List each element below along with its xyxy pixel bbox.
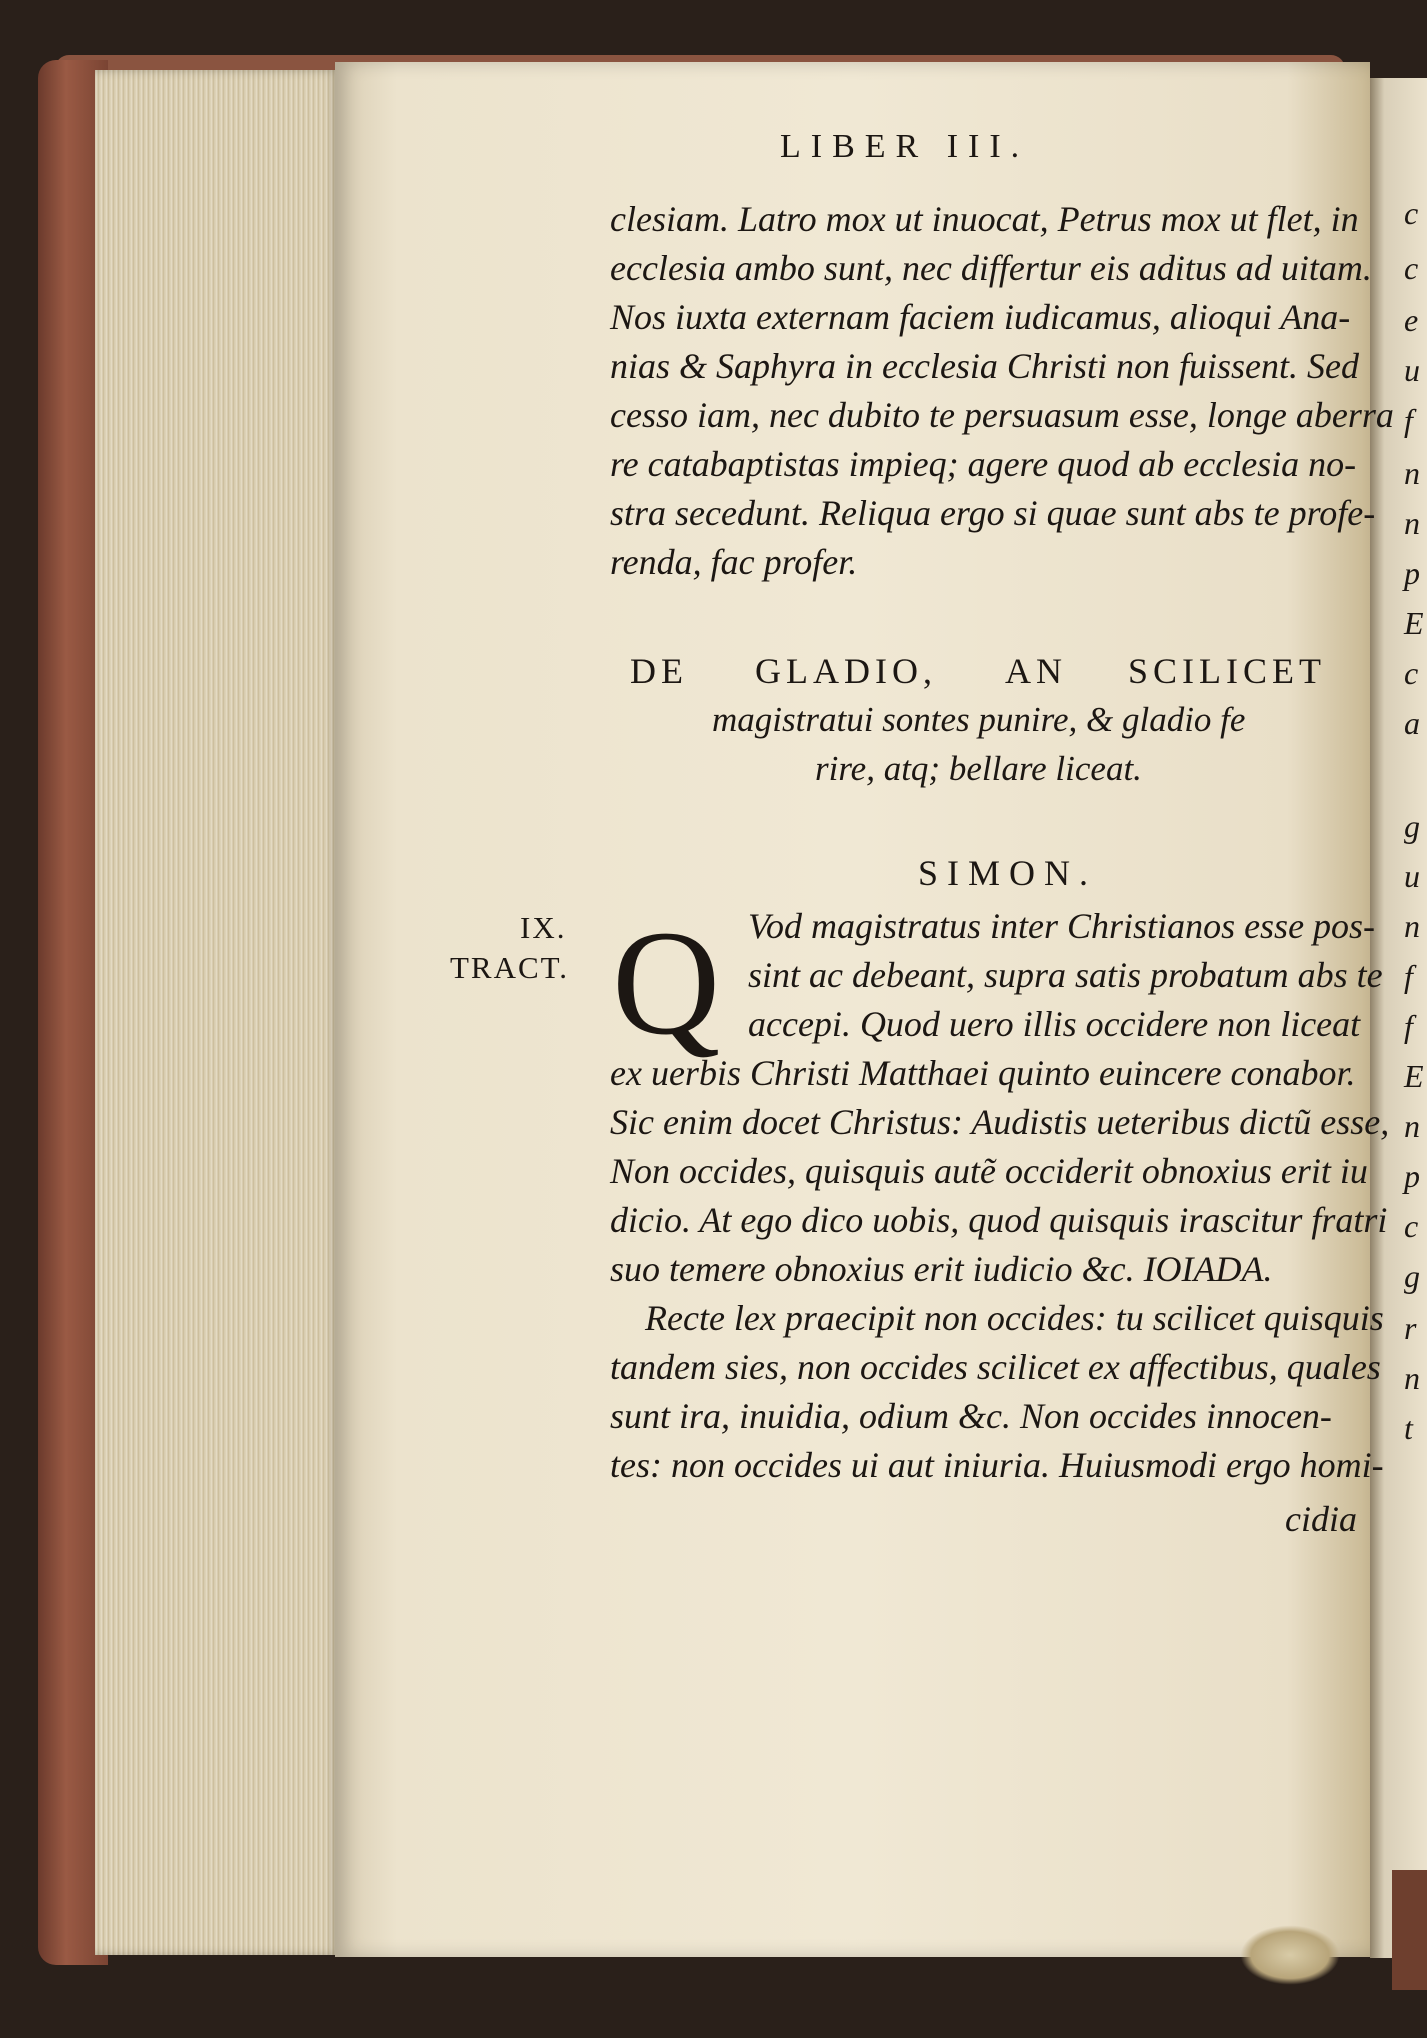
- section-heading-word: GLADIO,: [755, 651, 937, 691]
- facing-page-fragment: c: [1404, 655, 1419, 691]
- body-line: stra secedunt. Reliqua ergo si quae sunt abs te profe-: [610, 493, 1376, 533]
- facing-page-fragment: n: [1404, 1360, 1420, 1396]
- facing-page-fragment: f: [1404, 1008, 1413, 1044]
- facing-page-fragment: f: [1404, 958, 1413, 994]
- section-heading-word: DE: [630, 651, 688, 691]
- facing-page-fragment: r: [1404, 1310, 1417, 1346]
- speaker-name: SIMON.: [918, 853, 1098, 893]
- body-line: tes: non occides ui aut iniuria. Huiusmodi ergo homi-: [610, 1445, 1384, 1485]
- facing-page-fragment: p: [1404, 555, 1420, 591]
- catchword: cidia: [1285, 1499, 1357, 1539]
- section-subheading: rire, atq; bellare liceat.: [815, 749, 1142, 788]
- body-line: nias & Saphyra in ecclesia Christi non fuissent. Sed: [610, 346, 1359, 386]
- facing-page-fragment: c: [1404, 1208, 1419, 1244]
- facing-page-fragment: g: [1404, 1258, 1420, 1294]
- body-line: Recte lex praecipit non occides: tu scilicet quisquis: [645, 1298, 1384, 1338]
- facing-page-fragment: c: [1404, 195, 1419, 231]
- margin-note: TRACT.: [450, 950, 570, 985]
- body-line: dicio. At ego dico uobis, quod quisquis irascitur fratri: [610, 1200, 1388, 1240]
- body-line: sunt ira, inuidia, odium &c. Non occides innocen-: [610, 1396, 1332, 1436]
- facing-page-fragment: t: [1404, 1410, 1413, 1446]
- facing-page-fragment: u: [1404, 858, 1420, 894]
- facing-page-fragment: n: [1404, 455, 1420, 491]
- facing-page-fragment: f: [1404, 402, 1413, 438]
- body-line: clesiam. Latro mox ut inuocat, Petrus mox ut flet, in: [610, 199, 1359, 239]
- body-line: re catabaptistas impieq; agere quod ab ecclesia no-: [610, 444, 1357, 484]
- page-fore-edge: [95, 70, 340, 1955]
- body-line: accepi. Quod uero illis occidere non liceat: [748, 1004, 1361, 1044]
- body-line: Sic enim docet Christus: Audistis ueteribus dictũ esse,: [610, 1102, 1390, 1142]
- facing-page-fragment: E: [1404, 1058, 1424, 1094]
- section-heading-word: AN: [1005, 651, 1067, 691]
- running-title: LIBER III.: [780, 128, 1030, 165]
- facing-page-fragment: g: [1404, 808, 1420, 844]
- body-line: ecclesia ambo sunt, nec differtur eis aditus ad uitam.: [610, 248, 1372, 288]
- body-line: sint ac debeant, supra satis probatum abs te: [748, 955, 1383, 995]
- facing-page-fragment: n: [1404, 1108, 1420, 1144]
- drop-cap: Q: [612, 900, 721, 1066]
- section-heading-word: SCILICET: [1128, 651, 1326, 691]
- facing-page-fragment: c: [1404, 250, 1419, 286]
- body-line: Vod magistratus inter Christianos esse pos-: [748, 906, 1376, 946]
- body-line: suo temere obnoxius erit iudicio &c. IOIADA.: [610, 1249, 1273, 1289]
- body-line: cesso iam, nec dubito te persuasum esse, longe aberra: [610, 395, 1394, 435]
- body-line: renda, fac profer.: [610, 542, 858, 582]
- facing-page-fragment: n: [1404, 505, 1420, 541]
- margin-note: IX.: [520, 910, 567, 945]
- facing-page-fragment: n: [1404, 908, 1420, 944]
- body-line: tandem sies, non occides scilicet ex affectibus, quales: [610, 1347, 1381, 1387]
- body-line: Non occides, quisquis autẽ occiderit obnoxius erit iu: [610, 1151, 1368, 1191]
- body-line: Nos iuxta externam faciem iudicamus, alioqui Ana-: [610, 297, 1351, 337]
- facing-page-fragment: a: [1404, 705, 1420, 741]
- binding-string: [1240, 1925, 1340, 1985]
- body-line: ex uerbis Christi Matthaei quinto euincere conabor.: [610, 1053, 1356, 1093]
- facing-page-fragment: E: [1404, 605, 1424, 641]
- book-cover-right: [1392, 1870, 1427, 1990]
- facing-page-fragment: p: [1404, 1158, 1420, 1194]
- facing-page-fragment: u: [1404, 352, 1420, 388]
- section-subheading: magistratui sontes punire, & gladio fe: [712, 700, 1246, 739]
- facing-page-fragment: e: [1404, 302, 1419, 338]
